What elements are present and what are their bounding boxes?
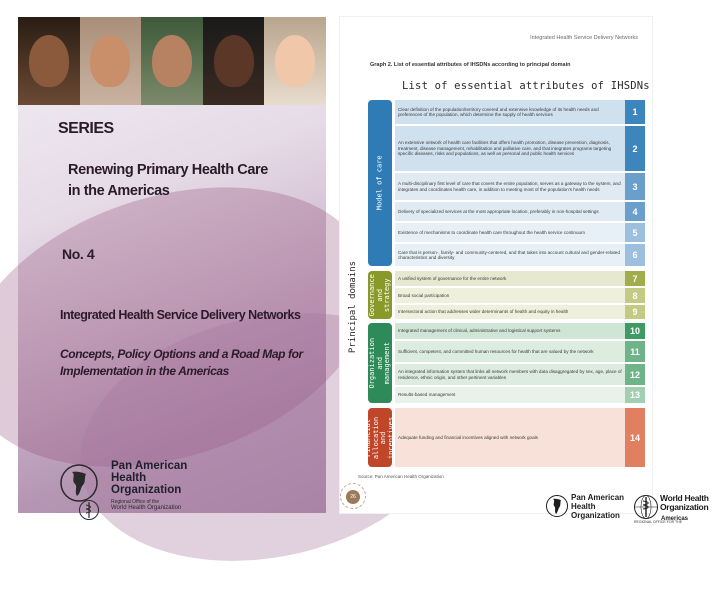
footer-who-name <box>660 494 709 512</box>
attribute-text: Integrated management of clinical, administrative and logistical support systems <box>395 323 625 339</box>
report-cover <box>18 17 326 513</box>
attribute-number: 14 <box>625 408 645 467</box>
document-page <box>340 17 652 513</box>
cover-who-name: World Health Organization <box>111 505 182 511</box>
domain-label: Governance and strategy <box>367 273 391 317</box>
attribute-number: 2 <box>625 126 645 171</box>
attribute-text: Existence of mechanisms to coordinate health care throughout the health service continuum <box>395 223 625 242</box>
attribute-number: 1 <box>625 100 645 124</box>
cover-photo-young-man <box>141 17 203 105</box>
attribute-text: Results-based management <box>395 387 625 403</box>
domain-governance <box>368 271 392 319</box>
page-header: Integrated Health Service Delivery Networks <box>530 35 638 41</box>
footer-paho-line: Pan American <box>571 493 625 502</box>
attribute-row <box>395 271 645 286</box>
attribute-number: 11 <box>625 341 645 362</box>
attribute-text: Broad social participation <box>395 288 625 303</box>
attribute-row <box>395 173 645 200</box>
who-emblem-icon <box>633 494 659 520</box>
domain-label: Financial allocation and incentives <box>364 416 395 459</box>
paho-globe-icon <box>59 463 99 503</box>
attribute-text: An integrated information system that links all network members with data disaggregated by sex, age, place of residence, ethnic origin, and other pertinent variables <box>395 364 625 385</box>
cover-org-line: Health <box>111 472 147 484</box>
graph-caption: Graph 2. List of essential attributes of IHSDNs according to principal domain <box>370 62 571 68</box>
attribute-text: Adequate funding and financial incentives aligned with network goals <box>395 408 625 467</box>
attribute-text: An extensive network of health care facilities that offers health promotion, disease prevention, diagnosis, treatment, disease management, rehabilitation and palliative care, and that integrates programs targeting specific diseases, risks and populations, as well as personal and public health services <box>395 126 625 171</box>
principal-domains-text: Principal domains <box>348 260 358 354</box>
cover-series-title <box>68 160 308 202</box>
attribute-row <box>395 244 645 266</box>
attribute-row <box>395 341 645 362</box>
attribute-number: 6 <box>625 244 645 266</box>
cover-title-line: in the Americas <box>68 183 170 199</box>
cover-photo-girl <box>18 17 80 105</box>
attribute-row <box>395 364 645 385</box>
cover-issue-number: No. 4 <box>62 246 95 262</box>
attribute-row <box>395 223 645 242</box>
attribute-number: 10 <box>625 323 645 339</box>
cover-photo-older-man <box>203 17 265 105</box>
paho-globe-icon <box>545 494 569 518</box>
footer-paho-line: Organization <box>571 511 620 520</box>
cover-org-name <box>111 460 187 496</box>
cover-photo-baby <box>80 17 142 105</box>
principal-domains-label <box>345 252 361 362</box>
attribute-number: 5 <box>625 223 645 242</box>
attribute-number: 3 <box>625 173 645 200</box>
domain-label: Model of care <box>375 155 384 211</box>
attribute-row <box>395 202 645 221</box>
attribute-text: Care that is person-, family- and community-centered, and that takes into account cultural and gender-related characteristics and diversity <box>395 244 625 266</box>
cover-regional-office-label: Regional Office of the <box>111 499 159 505</box>
domain-financial <box>364 408 395 467</box>
footer-who-line: World Health <box>660 493 709 503</box>
who-emblem-icon <box>78 499 100 521</box>
attribute-text: Delivery of specialized services at the most appropriate location, preferably in non-hospital settings <box>395 202 625 221</box>
attribute-number: 7 <box>625 271 645 286</box>
footer-americas-label: Americas <box>661 516 689 522</box>
domain-model-of-care <box>368 100 392 266</box>
footer-paho-line: Health <box>571 502 596 511</box>
attribute-row <box>395 387 645 403</box>
attribute-number: 13 <box>625 387 645 403</box>
attribute-row <box>395 100 645 124</box>
footer-who-line: Organization <box>660 502 709 512</box>
attribute-row <box>395 323 645 339</box>
footer-regional-office-label: REGIONAL OFFICE FOR THE <box>634 520 683 524</box>
cover-photo-child <box>264 17 326 105</box>
page-number: 26 <box>346 490 360 504</box>
source-note: Source: Pan American Health Organization <box>358 474 444 479</box>
attribute-text: A multi-disciplinary first level of care that covers the entire population, serves as a gateway to the system, and integrates and coordinates health care, in addition to meeting most of the population's health needs <box>395 173 625 200</box>
cover-org-line: Pan American <box>111 460 188 472</box>
attribute-row <box>395 408 645 467</box>
cover-title-line: Renewing Primary Health Care <box>68 162 268 178</box>
attribute-text: Clear definition of the population/territory covered and extensive knowledge of its health needs and preferences of the population, which determine the supply of health services <box>395 100 625 124</box>
cover-subtitle <box>60 346 320 380</box>
attribute-number: 9 <box>625 305 645 319</box>
attribute-text: Sufficient, competent, and committed human resources for health that are valued by the network <box>395 341 625 362</box>
attribute-number: 12 <box>625 364 645 385</box>
domain-label: Organization and management <box>367 337 391 389</box>
cover-heading: Integrated Health Service Delivery Networks <box>60 308 301 322</box>
cover-subtitle-line: Implementation in the Americas <box>60 364 229 378</box>
attribute-row <box>395 305 645 319</box>
cover-series-label: SERIES <box>58 120 114 137</box>
footer-paho-name <box>571 493 624 520</box>
attribute-number: 4 <box>625 202 645 221</box>
attribute-text: A unified system of governance for the entire network <box>395 271 625 286</box>
attribute-row <box>395 126 645 171</box>
cover-photo-strip <box>18 17 326 105</box>
attribute-number: 8 <box>625 288 645 303</box>
cover-org-line: Organization <box>111 484 182 496</box>
attribute-text: Intersectoral action that addresses wider determinants of health and equity in health <box>395 305 625 319</box>
cover-subtitle-line: Concepts, Policy Options and a Road Map for <box>60 347 303 361</box>
diagram-title: List of essential attributes of IHSDNs <box>402 80 650 92</box>
attribute-row <box>395 288 645 303</box>
domain-organization <box>368 323 392 403</box>
